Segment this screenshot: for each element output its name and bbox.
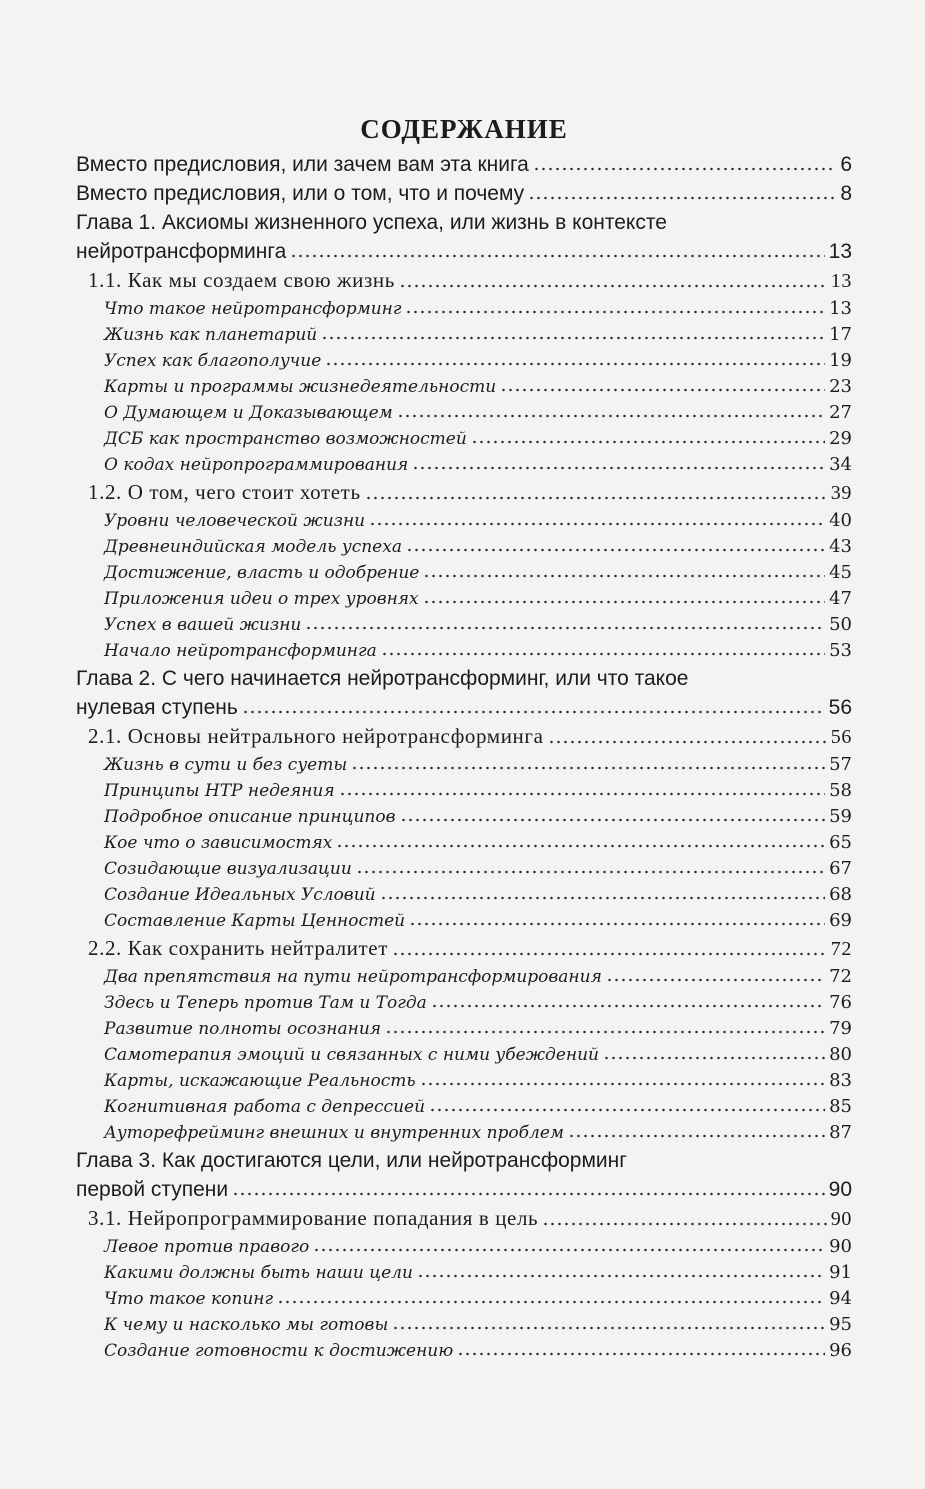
toc-page-number: 87 [829,1122,852,1143]
toc-entry-row [76,693,852,722]
toc-entry-title: Два препятствия на пути нейротрансформирования [104,967,602,987]
toc-page-number: 39 [830,482,852,504]
toc-entry-title: Начало нейротрансформинга [104,641,377,661]
toc-subsection-entry [76,778,852,804]
toc-entry-title: первой ступени [76,1178,229,1201]
toc-entry-row [104,1042,852,1068]
dot-leader [542,1220,827,1228]
toc-page-number: 96 [829,1340,852,1361]
toc-entry-row [104,1120,852,1146]
toc-entry-row [104,586,852,612]
dot-leader [242,708,825,716]
dot-leader [457,1350,825,1358]
toc-subsection-entry [76,400,852,426]
toc-entry-title: Какими должны быть наши цели [104,1263,413,1283]
toc-entry-row [104,560,852,586]
toc-page-number: 56 [830,726,852,748]
toc-entry-title: Приложения идеи о трех уровнях [104,589,419,609]
toc-entry-row [104,1312,852,1338]
toc-entry-title: Создание Идеальных Условий [104,885,376,905]
toc-entry-row [104,1068,852,1094]
toc-page-number: 56 [828,696,852,719]
toc-subsection-entry [76,1016,852,1042]
toc-entry-row [88,266,852,296]
toc-entry-row [88,934,852,964]
toc-entry-row [104,534,852,560]
toc-subsection-entry [76,752,852,778]
toc-subsection-entry [76,882,852,908]
toc-entry-row [76,1175,852,1204]
dot-leader [351,764,825,772]
toc-subsection-entry [76,908,852,934]
toc-page-number: 6 [840,153,852,176]
toc-entry-title: Кое что о зависимостях [104,833,333,853]
dot-leader [406,546,825,554]
toc-page-number: 85 [829,1096,852,1117]
dot-leader [471,438,825,446]
dot-leader [397,412,825,420]
toc-page-number: 79 [829,1018,852,1039]
toc-section-entry [76,722,852,752]
toc-page-number: 27 [829,402,852,423]
toc-page-number: 45 [829,562,852,583]
toc-subsection-entry [76,1120,852,1146]
dot-leader [385,1028,825,1036]
dot-leader [606,976,825,984]
toc-entry-row [104,322,852,348]
toc-page-number: 67 [829,858,852,879]
toc-page-number: 69 [829,910,852,931]
toc-entry-row [104,778,852,804]
toc-entry-row [104,804,852,830]
toc-page-number: 95 [829,1314,852,1335]
toc-entry-row [104,296,852,322]
dot-leader [325,360,825,368]
toc-subsection-entry [76,296,852,322]
dot-leader [420,1080,825,1088]
toc-entry-row [104,964,852,990]
toc-entry-row [104,374,852,400]
toc-entry-title: Древнеиндийская модель успеха [104,537,402,557]
toc-entry-title: Вместо предисловия, или зачем вам эта книга [76,153,529,176]
toc-page-number: 58 [829,780,852,801]
toc-entries [76,150,852,1364]
toc-entry-row [104,856,852,882]
page-title: СОДЕРЖАНИЕ [360,114,568,144]
toc-entry-title: Уровни человеческой жизни [104,511,366,531]
toc-entry-title: 3.1. Нейропрограммирование попадания в цель [88,1206,539,1230]
toc-subsection-entry [76,534,852,560]
toc-entry-title: Достижение, власть и одобрение [104,563,420,583]
toc-subsection-entry [76,804,852,830]
dot-leader [392,950,827,958]
toc-subsection-entry [76,1094,852,1120]
toc-page-number: 23 [829,376,852,397]
dot-leader [399,282,827,290]
dot-leader [548,738,827,746]
toc-subsection-entry [76,1042,852,1068]
dot-leader [533,165,836,173]
toc-chapter-entry [76,179,852,208]
dot-leader [232,1190,825,1198]
toc-entry-row [104,1094,852,1120]
toc-page-number: 90 [828,1178,852,1201]
toc-entry-title: Принципы НТР недеяния [104,781,335,801]
toc-subsection-entry [76,964,852,990]
toc-entry-title: Когнитивная работа с депрессией [104,1097,426,1117]
toc-subsection-entry [76,508,852,534]
toc-entry-row [104,400,852,426]
dot-leader [405,308,825,316]
dot-leader [336,842,825,850]
toc-entry-title: Успех в вашей жизни [104,615,302,635]
dot-leader [431,1002,825,1010]
toc-page-number: 53 [829,640,852,661]
toc-entry-row [104,908,852,934]
toc-page-number: 90 [830,1208,852,1230]
toc-subsection-entry [76,560,852,586]
toc-entry-row [104,348,852,374]
toc-subsection-entry [76,322,852,348]
toc-entry-title: 1.2. О том, чего стоит хотеть [88,480,361,504]
toc-entry-title-line: Глава 2. С чего начинается нейротрансформинг, или что такое [76,667,689,690]
toc-subsection-entry [76,426,852,452]
toc-entry-title: О кодах нейропрограммирования [104,455,409,475]
dot-leader [305,624,825,632]
toc-entry-title: Составление Карты Ценностей [104,911,406,931]
toc-entry-row [104,1016,852,1042]
dot-leader [417,1272,825,1280]
toc-subsection-entry [76,374,852,400]
toc-page-number: 91 [829,1262,852,1283]
toc-page-number: 13 [830,270,852,292]
toc-subsection-entry [76,1338,852,1364]
dot-leader [568,1132,825,1140]
dot-leader [369,520,825,528]
toc-chapter-entry [76,150,852,179]
toc-page [76,108,852,1364]
toc-page-number: 72 [829,966,852,987]
toc-entry-title: 1.1. Как мы создаем свою жизнь [88,268,395,292]
dot-leader [356,868,825,876]
dot-leader [339,790,825,798]
toc-entry-title: Левое против правого [104,1237,310,1257]
toc-subsection-entry [76,830,852,856]
toc-entry-title: О Думающем и Доказывающем [104,403,393,423]
toc-page-number: 47 [829,588,852,609]
toc-section-entry [76,1204,852,1234]
toc-page-number: 13 [829,298,852,319]
toc-page-number: 40 [829,510,852,531]
toc-entry-row [104,1338,852,1364]
toc-section-entry [76,266,852,296]
toc-entry-title: Успех как благополучие [104,351,322,371]
toc-section-entry [76,478,852,508]
dot-leader [423,598,825,606]
dot-leader [392,1324,825,1332]
toc-entry-row [104,638,852,664]
toc-entry-title: Подробное описание принципов [104,807,396,827]
toc-page-number: 83 [829,1070,852,1091]
toc-subsection-entry [76,1234,852,1260]
toc-entry-row [104,882,852,908]
toc-page-number: 19 [829,350,852,371]
dot-leader [500,386,825,394]
toc-entry-title: Создание готовности к достижению [104,1341,454,1361]
toc-entry-title: Что такое копинг [104,1289,274,1309]
toc-entry-title-line: Глава 3. Как достигаются цели, или нейротрансформинг [76,1149,627,1172]
toc-entry-row [76,237,852,266]
toc-subsection-entry [76,1286,852,1312]
toc-subsection-entry [76,1260,852,1286]
toc-entry-row [104,1260,852,1286]
toc-page-number: 68 [829,884,852,905]
toc-entry-row [104,612,852,638]
toc-entry-title: Самотерапия эмоций и связанных с ними убеждений [104,1045,599,1065]
toc-page-number: 34 [829,454,852,475]
toc-page-number: 90 [829,1236,852,1257]
toc-entry-row [88,1204,852,1234]
dot-leader [313,1246,825,1254]
dot-leader [380,894,825,902]
toc-entry-title: 2.2. Как сохранить нейтралитет [88,936,388,960]
toc-page-number: 50 [829,614,852,635]
toc-subsection-entry [76,990,852,1016]
toc-entry-row [104,508,852,534]
toc-chapter-entry [76,1146,852,1204]
toc-entry-row [104,452,852,478]
toc-entry-title: Что такое нейротрансформинг [104,299,402,319]
dot-leader [365,494,827,502]
toc-chapter-entry [76,208,852,266]
toc-entry-title: Развитие полноты осознания [104,1019,382,1039]
toc-subsection-entry [76,638,852,664]
toc-page-number: 80 [829,1044,852,1065]
toc-page-number: 65 [829,832,852,853]
toc-entry-row [104,752,852,778]
toc-subsection-entry [76,452,852,478]
toc-entry-title: Ауторефрейминг внешних и внутренних проблем [104,1123,564,1143]
toc-page-number: 94 [829,1288,852,1309]
toc-entry-row [88,722,852,752]
toc-entry-title: Здесь и Теперь против Там и Тогда [104,993,427,1013]
toc-subsection-entry [76,612,852,638]
toc-page-number: 76 [829,992,852,1013]
toc-subsection-entry [76,348,852,374]
dot-leader [321,334,825,342]
dot-leader [412,464,825,472]
toc-entry-title: нулевая ступень [76,696,238,719]
toc-page-number: 57 [829,754,852,775]
toc-entry-title: ДСБ как пространство возможностей [104,429,467,449]
toc-entry-title: Жизнь как планетарий [104,325,318,345]
toc-page-number: 72 [830,938,852,960]
toc-entry-row [76,150,852,179]
toc-entry-title: Вместо предисловия, или о том, что и почему [76,182,525,205]
toc-subsection-entry [76,1068,852,1094]
toc-page-number: 43 [829,536,852,557]
toc-entry-title: Карты и программы жизнедеятельности [104,377,497,397]
toc-entry-title: нейротрансформинга [76,240,287,263]
toc-entry-title: К чему и насколько мы готовы [104,1315,389,1335]
toc-entry-row [104,830,852,856]
toc-page-number: 17 [829,324,852,345]
toc-page-number: 13 [828,240,852,263]
toc-subsection-entry [76,586,852,612]
toc-page-number: 8 [840,182,852,205]
toc-entry-title: Жизнь в сути и без суеты [104,755,348,775]
toc-entry-title: 2.1. Основы нейтрального нейротрансформинга [88,724,544,748]
dot-leader [400,816,826,824]
dot-leader [290,252,824,260]
toc-entry-row [88,478,852,508]
toc-section-entry [76,934,852,964]
dot-leader [277,1298,825,1306]
toc-entry-row [104,1286,852,1312]
toc-entry-row [104,426,852,452]
dot-leader [423,572,825,580]
toc-entry-title: Карты, искажающие Реальность [104,1071,416,1091]
toc-subsection-entry [76,1312,852,1338]
toc-entry-row [76,179,852,208]
dot-leader [429,1106,825,1114]
toc-page-number: 59 [829,806,852,827]
toc-entry-title: Созидающие визуализации [104,859,352,879]
dot-leader [381,650,825,658]
toc-entry-row [104,1234,852,1260]
toc-page-number: 29 [829,428,852,449]
dot-leader [603,1054,825,1062]
toc-entry-title-line: Глава 1. Аксиомы жизненного успеха, или жизнь в контексте [76,211,667,234]
toc-chapter-entry [76,664,852,722]
dot-leader [409,920,825,928]
toc-entry-row [104,990,852,1016]
dot-leader [528,194,836,202]
toc-subsection-entry [76,856,852,882]
